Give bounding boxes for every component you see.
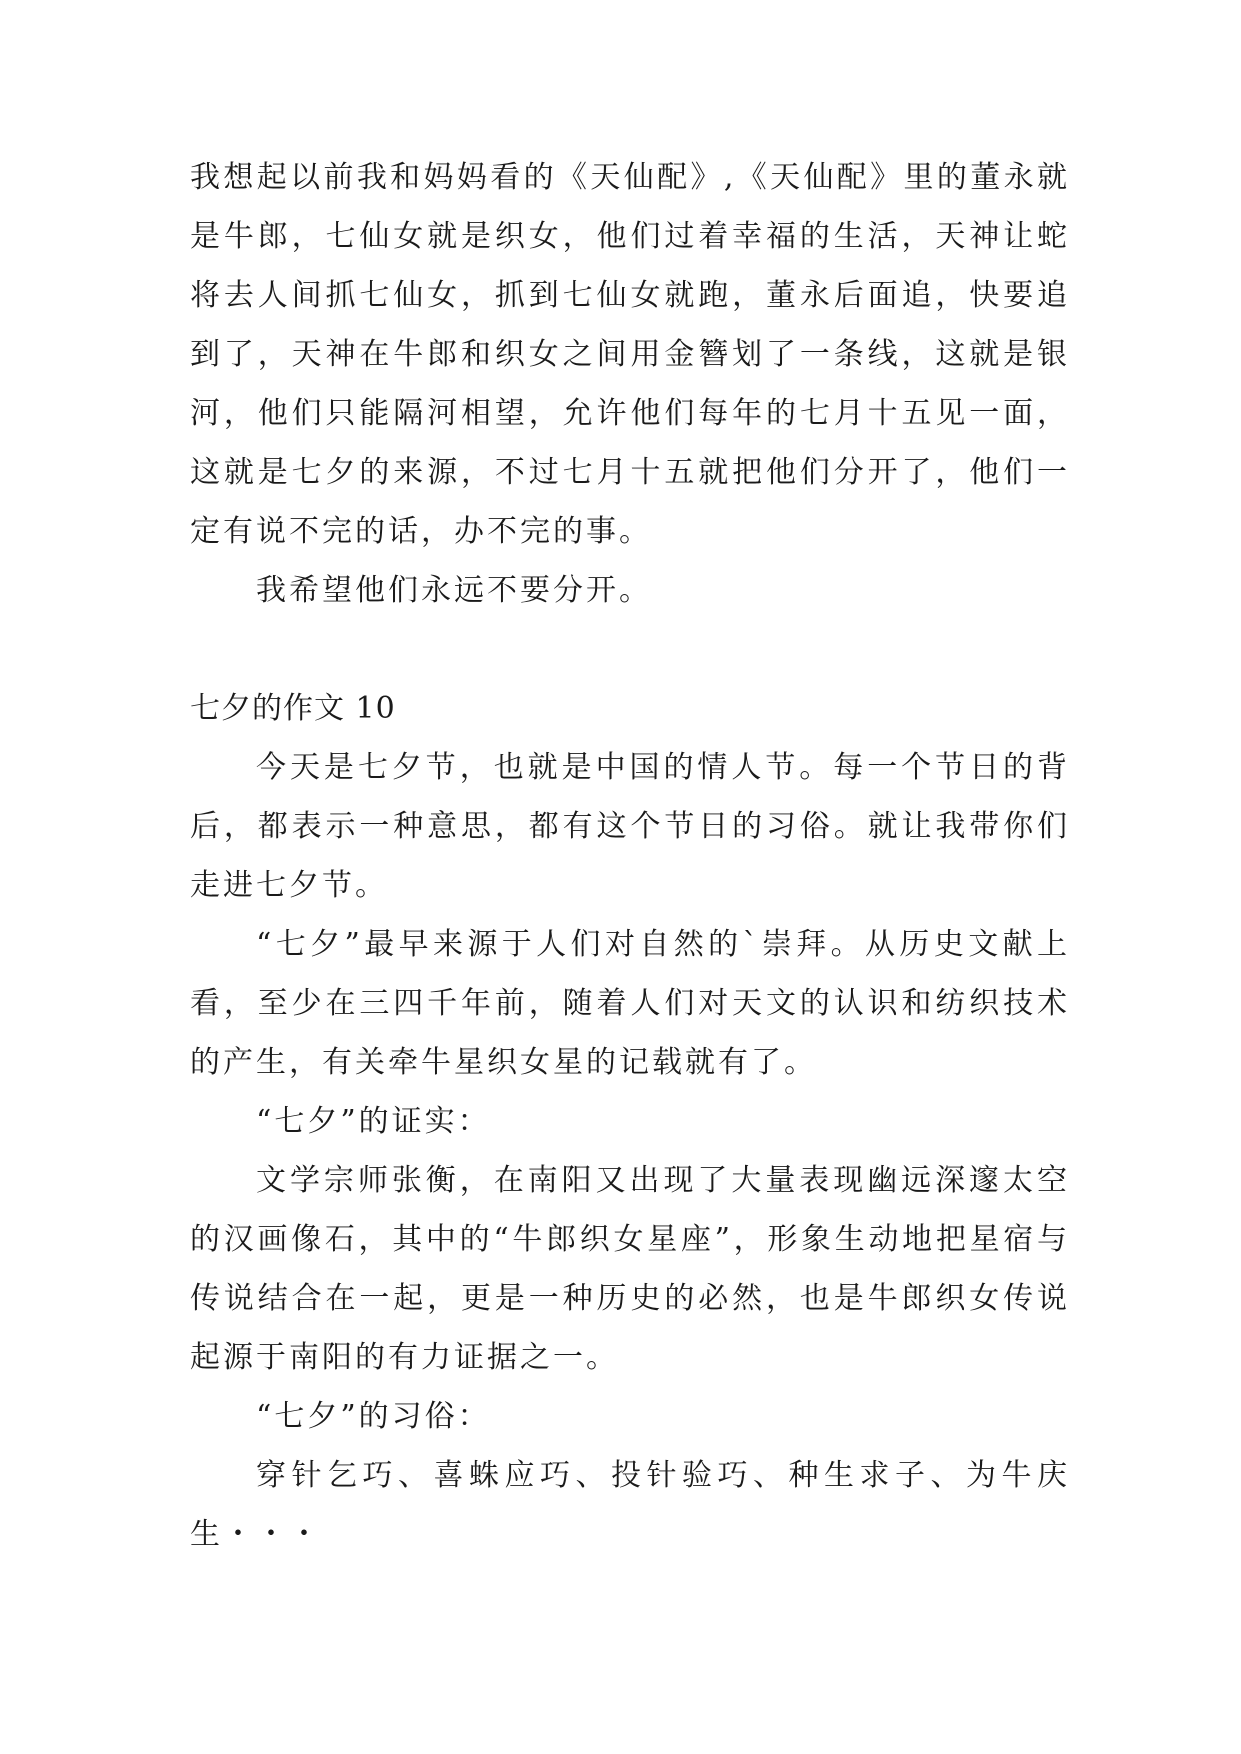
paragraph: “七夕”最早来源于人们对自然的`崇拜。从历史文献上看，至少在三四千年前，随着人们对天文的认识和纺织技术的产生，有关牵牛星织女星的记载就有了。 [190,927,1070,1080]
paragraph: 今天是七夕节，也就是中国的情人节。每一个节日的背后，都表示一种意思，都有这个节日的习俗。就让我带你们走进七夕节。 [190,750,1070,903]
paragraph: 文学宗师张衡，在南阳又出现了大量表现幽远深邃太空的汉画像石，其中的“牛郎织女星座”，形象生动地把星宿与传说结合在一起，更是一种历史的必然，也是牛郎织女传说起源于南阳的有力证据之一。 [190,1163,1070,1375]
paragraph: 穿针乞巧、喜蛛应巧、投针验巧、种生求子、为牛庆生・・・ [190,1458,1070,1552]
paragraph: 我希望他们永远不要分开。 [256,573,652,608]
document-body [190,148,1070,1564]
paragraph: 我想起以前我和妈妈看的《天仙配》,《天仙配》里的董永就是牛郎，七仙女就是织女，他们过着幸福的生活，天神让蛇将去人间抓七仙女，抓到七仙女就跑，董永后面追，快要追到了，天神在牛郎和织女之间用金簪划了一条线，这就是银河，他们只能隔河相望，允许他们每年的七月十五见一面，这就是七夕的来源，不过七月十五就把他们分开了，他们一定有说不完的话，办不完的事。 [190,160,1070,549]
paragraph: “七夕”的证实： [256,1104,491,1139]
paragraph-spacer [190,620,1070,679]
paragraph: “七夕”的习俗： [256,1399,491,1434]
section-title: 七夕的作文 10 [190,691,396,726]
